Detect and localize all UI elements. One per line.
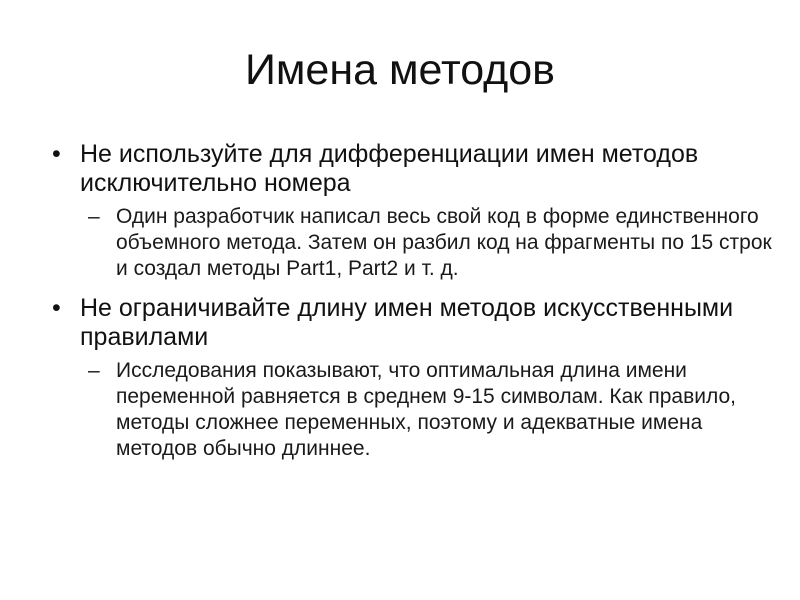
bullet-list: [52, 140, 772, 470]
bullet-text: Не используйте для дифференциации имен методов исключительно номера: [80, 140, 699, 197]
slide-title: Имена методов: [244, 46, 556, 94]
bullet-text: Не ограничивайте длину имен методов искусственными правилами: [80, 294, 734, 351]
sub-bullet-text: Исследования показывают, что оптимальная длина имени переменной равняется в среднем 9-15 символам. Как правило, методы сложнее переменных, поэтому и адекватные имена методов обычно длиннее.: [116, 359, 736, 460]
bullet-marker: •: [52, 140, 61, 168]
sub-bullet-marker: –: [88, 359, 100, 382]
bullet-item: [52, 140, 772, 198]
bullet-item: [52, 294, 772, 352]
sub-bullet-item: [52, 204, 772, 282]
sub-bullet-item: [52, 358, 772, 462]
bullet-marker: •: [52, 294, 61, 322]
sub-bullet-marker: –: [88, 205, 100, 228]
sub-bullet-text: Один разработчик написал весь свой код в форме единственного объемного метода. Затем он разбил код на фрагменты по 15 строк и создал методы Part1, Part2 и т. д.: [116, 205, 772, 280]
